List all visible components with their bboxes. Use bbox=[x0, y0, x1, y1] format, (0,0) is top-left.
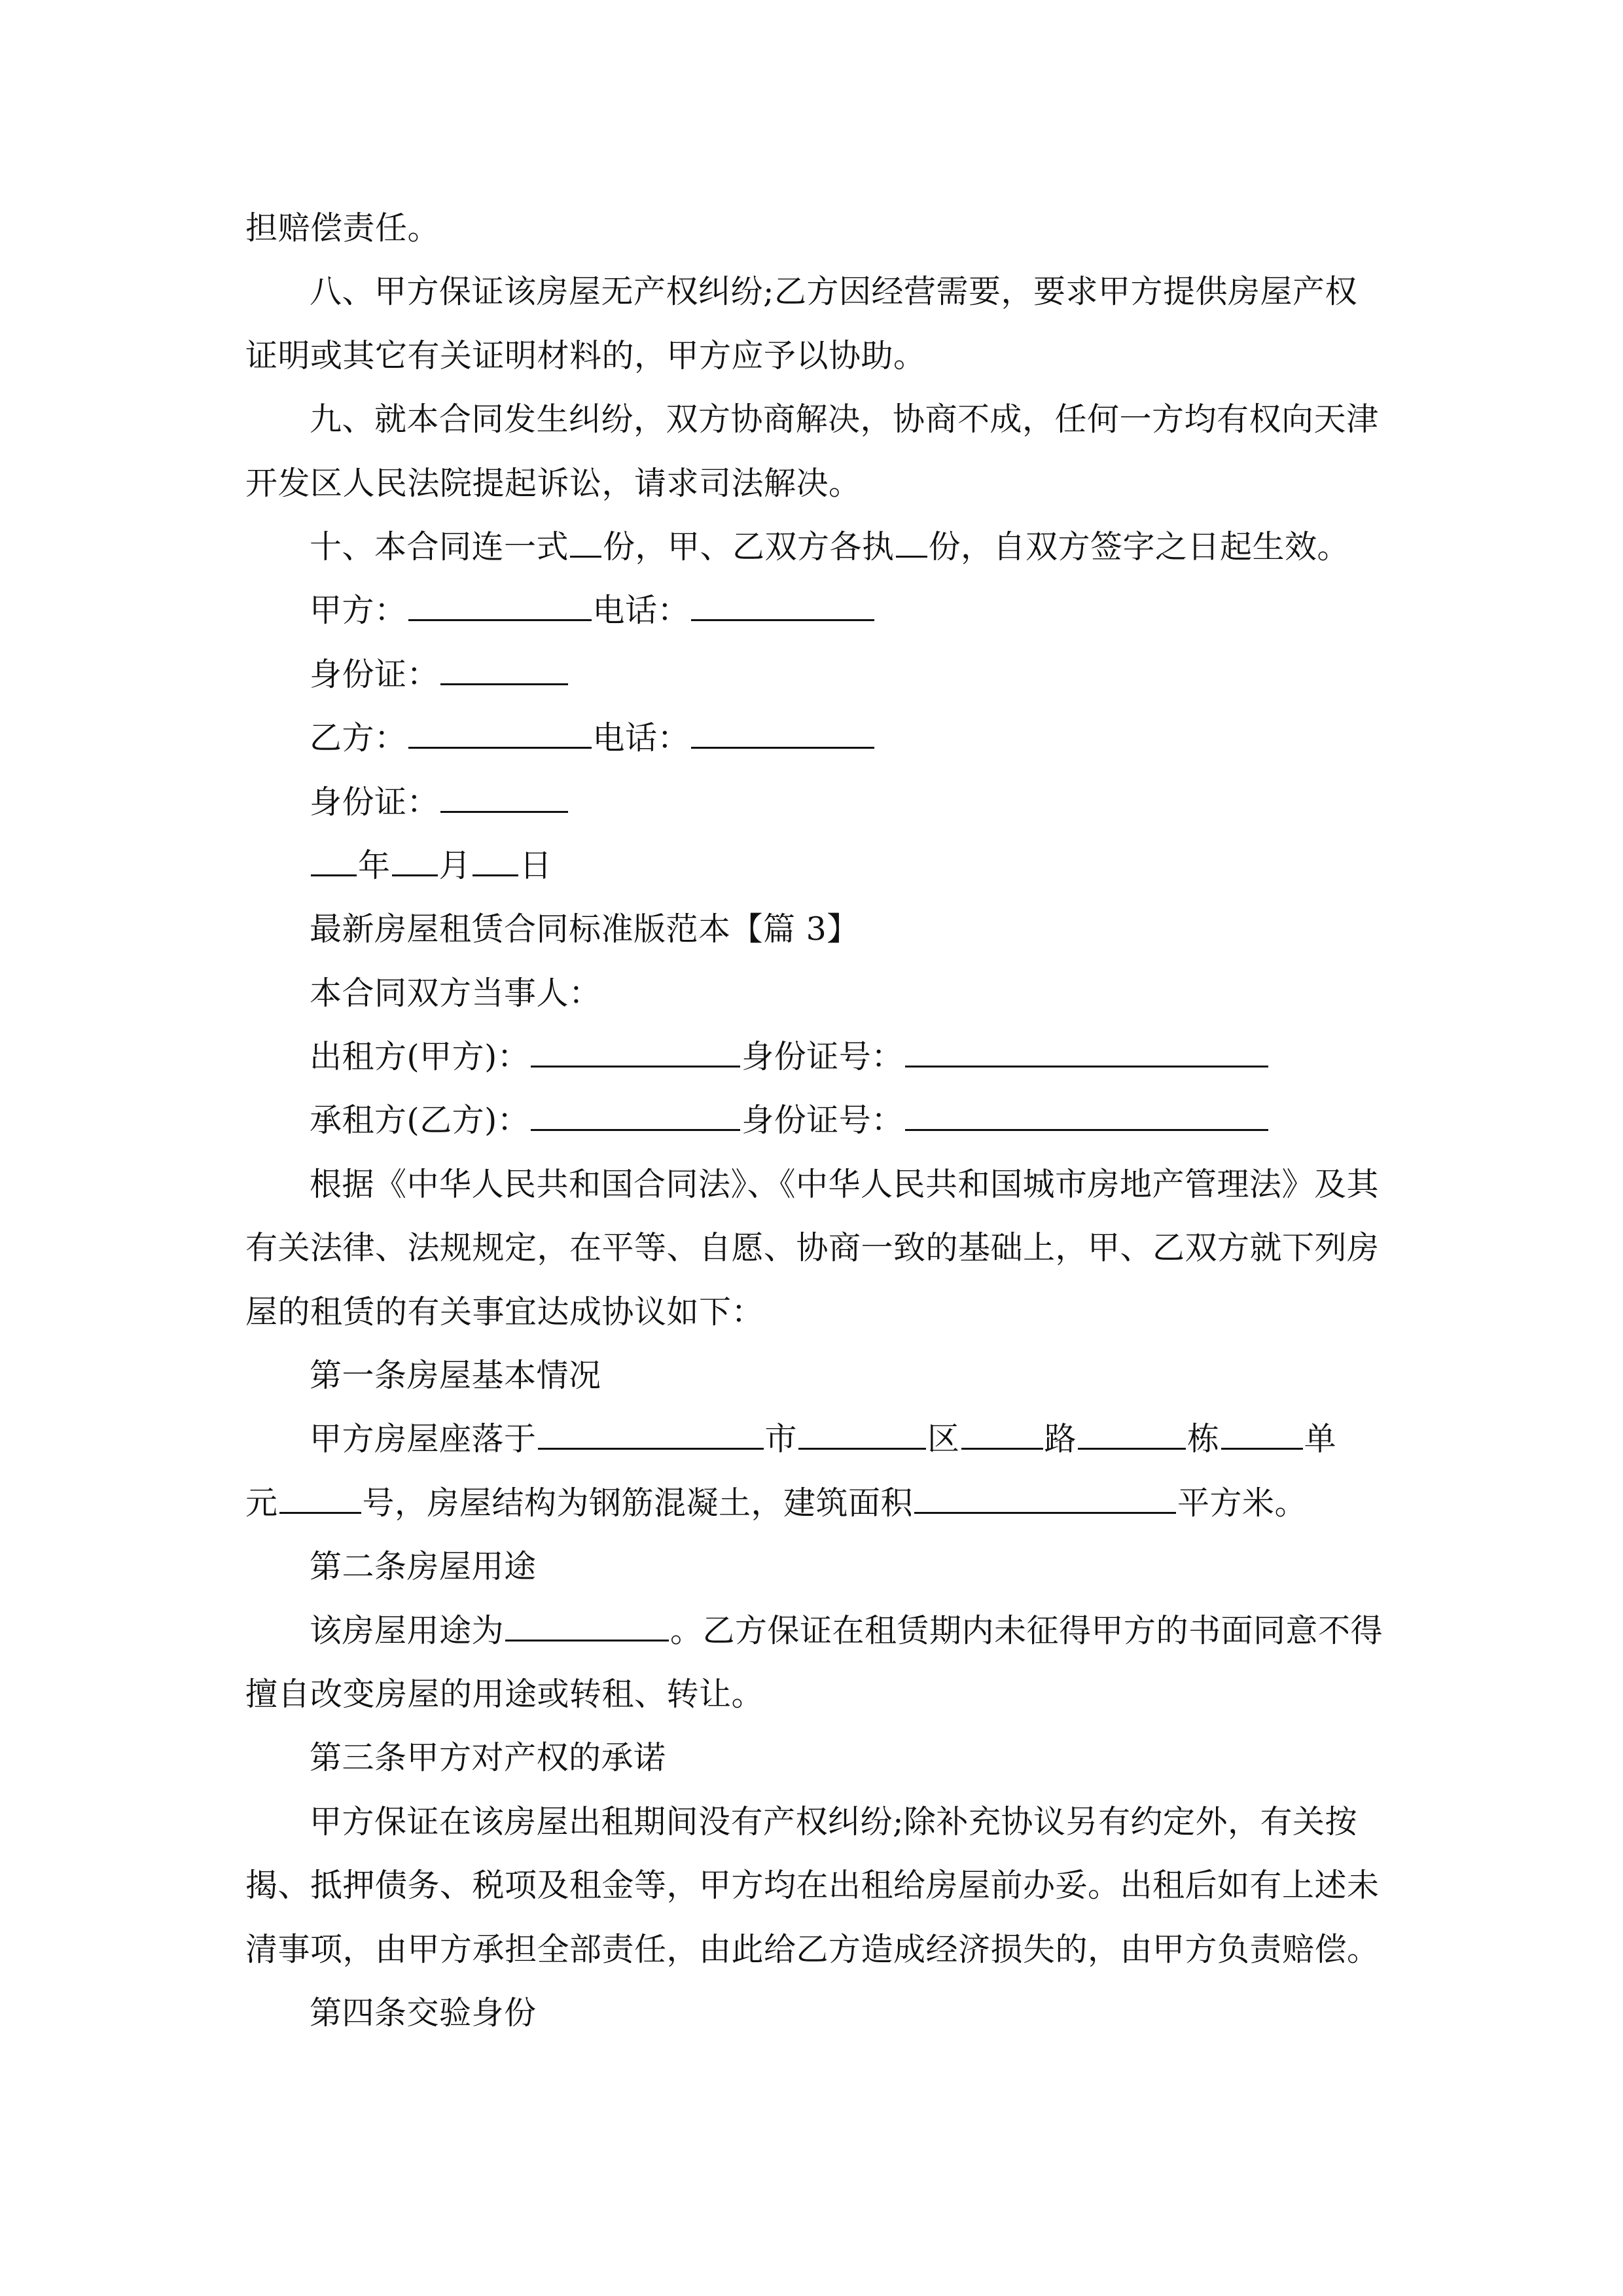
party-a-id-label: 身份证： bbox=[310, 655, 440, 693]
building-label: 栋 bbox=[1187, 1420, 1220, 1458]
day-blank[interactable] bbox=[473, 874, 518, 876]
article-1-line-2 bbox=[245, 1471, 1384, 1535]
clause-10-text-c: 份，自双方签字之日起生效。 bbox=[928, 528, 1350, 565]
lessor-id-label: 身份证号： bbox=[741, 1038, 904, 1076]
clause-8-line-1: 八、甲方保证该房屋无产权纠纷;乙方因经营需要，要求甲方提供房屋产权 bbox=[310, 273, 1358, 311]
lessee-name-blank[interactable] bbox=[531, 1128, 740, 1131]
lessor-label: 出租方(甲方)： bbox=[310, 1038, 530, 1076]
date-row bbox=[245, 834, 1384, 897]
city-label: 市 bbox=[764, 1420, 798, 1458]
party-a-name-blank[interactable] bbox=[408, 619, 592, 621]
article-2-line-1 bbox=[245, 1599, 1384, 1662]
building-blank[interactable] bbox=[1078, 1447, 1186, 1450]
clause-10 bbox=[245, 515, 1384, 579]
article-2-line-2: 擅自改变房屋的用途或转租、转让。 bbox=[245, 1675, 764, 1713]
party-b-signature-row bbox=[245, 706, 1384, 770]
party-b-label: 乙方： bbox=[310, 719, 407, 757]
month-blank[interactable] bbox=[392, 874, 438, 876]
parties-intro: 本合同双方当事人： bbox=[310, 974, 601, 1012]
clause-10-text-a: 十、本合同连一式 bbox=[310, 528, 569, 565]
lessor-row bbox=[245, 1025, 1384, 1088]
year-blank[interactable] bbox=[311, 874, 357, 876]
clause-9-line-2: 开发区人民法院提起诉讼，请求司法解决。 bbox=[245, 464, 861, 502]
day-label: 日 bbox=[520, 846, 552, 884]
document-body bbox=[245, 196, 1384, 2045]
preamble-line-3: 屋的租赁的有关事宜达成协议如下： bbox=[245, 1293, 764, 1331]
structure-text: 号，房屋结构为钢筋混凝土，建筑面积 bbox=[362, 1484, 914, 1522]
paragraph-line: 担赔偿责任。 bbox=[245, 209, 440, 247]
clause-9-line-1: 九、就本合同发生纠纷，双方协商解决，协商不成，任何一方均有权向天津 bbox=[310, 401, 1379, 439]
unit-label: 单 bbox=[1304, 1420, 1337, 1458]
unit-label-cont: 元 bbox=[245, 1484, 278, 1522]
clause-10-text-b: 份，甲、乙双方各执 bbox=[603, 528, 895, 565]
lessee-row bbox=[245, 1088, 1384, 1152]
district-blank[interactable] bbox=[798, 1447, 926, 1450]
lessor-id-blank[interactable] bbox=[905, 1065, 1268, 1067]
copies-each-blank[interactable] bbox=[896, 555, 927, 558]
party-b-id-label: 身份证： bbox=[310, 783, 440, 821]
room-number-blank[interactable] bbox=[279, 1511, 361, 1514]
party-b-phone-blank[interactable] bbox=[691, 746, 874, 749]
clause-8-line-2: 证明或其它有关证明材料的，甲方应予以协助。 bbox=[245, 336, 926, 374]
area-unit: 平方米。 bbox=[1177, 1484, 1308, 1522]
party-a-signature-row bbox=[245, 579, 1384, 642]
party-b-name-blank[interactable] bbox=[408, 746, 592, 749]
party-a-id-blank[interactable] bbox=[440, 683, 568, 685]
party-b-id-blank[interactable] bbox=[440, 810, 568, 813]
preamble-line-1: 根据《中华人民共和国合同法》、《中华人民共和国城市房地产管理法》及其 bbox=[310, 1165, 1380, 1203]
lessee-id-label: 身份证号： bbox=[741, 1102, 904, 1139]
party-a-label: 甲方： bbox=[310, 592, 407, 630]
area-blank[interactable] bbox=[914, 1511, 1176, 1514]
lessee-id-blank[interactable] bbox=[905, 1128, 1268, 1131]
year-label: 年 bbox=[358, 846, 391, 884]
article-4-title: 第四条交验身份 bbox=[310, 1994, 537, 2032]
preamble-line-2: 有关法律、法规规定，在平等、自愿、协商一致的基础上，甲、乙双方就下列房 bbox=[245, 1229, 1380, 1267]
month-label: 月 bbox=[438, 846, 472, 884]
city-blank[interactable] bbox=[538, 1447, 764, 1450]
usage-label: 该房屋用途为 bbox=[310, 1611, 505, 1649]
article-3-line-1: 甲方保证在该房屋出租期间没有产权纠纷;除补充协议另有约定外，有关按 bbox=[310, 1803, 1358, 1840]
article-3-line-2: 揭、抵押债务、税项及租金等，甲方均在出租给房屋前办妥。出租后如有上述未 bbox=[245, 1867, 1380, 1905]
lessee-label: 承租方(乙方)： bbox=[310, 1102, 530, 1139]
usage-blank[interactable] bbox=[505, 1639, 669, 1641]
district-label: 区 bbox=[927, 1420, 960, 1458]
article-1-line-1 bbox=[245, 1407, 1384, 1471]
article-1-title: 第一条房屋基本情况 bbox=[310, 1357, 601, 1395]
copies-total-blank[interactable] bbox=[570, 555, 601, 558]
party-b-id-row bbox=[245, 770, 1384, 834]
road-label: 路 bbox=[1044, 1420, 1077, 1458]
article-3-line-3: 清事项，由甲方承担全部责任，由此给乙方造成经济损失的，由甲方负责赔偿。 bbox=[245, 1930, 1380, 1968]
section-title: 最新房屋租赁合同标准版范本【篇 3】 bbox=[310, 910, 859, 948]
road-blank[interactable] bbox=[961, 1447, 1043, 1450]
party-a-id-row bbox=[245, 643, 1384, 706]
usage-text: 。乙方保证在租赁期内未征得甲方的书面同意不得 bbox=[670, 1611, 1383, 1649]
article-1-text: 甲方房屋座落于 bbox=[310, 1420, 537, 1458]
party-b-phone-label: 电话： bbox=[592, 719, 690, 757]
lessor-name-blank[interactable] bbox=[531, 1065, 740, 1067]
article-3-title: 第三条甲方对产权的承诺 bbox=[310, 1739, 666, 1777]
party-a-phone-blank[interactable] bbox=[691, 619, 874, 621]
article-2-title: 第二条房屋用途 bbox=[310, 1548, 537, 1586]
unit-blank[interactable] bbox=[1221, 1447, 1303, 1450]
party-a-phone-label: 电话： bbox=[592, 592, 690, 630]
